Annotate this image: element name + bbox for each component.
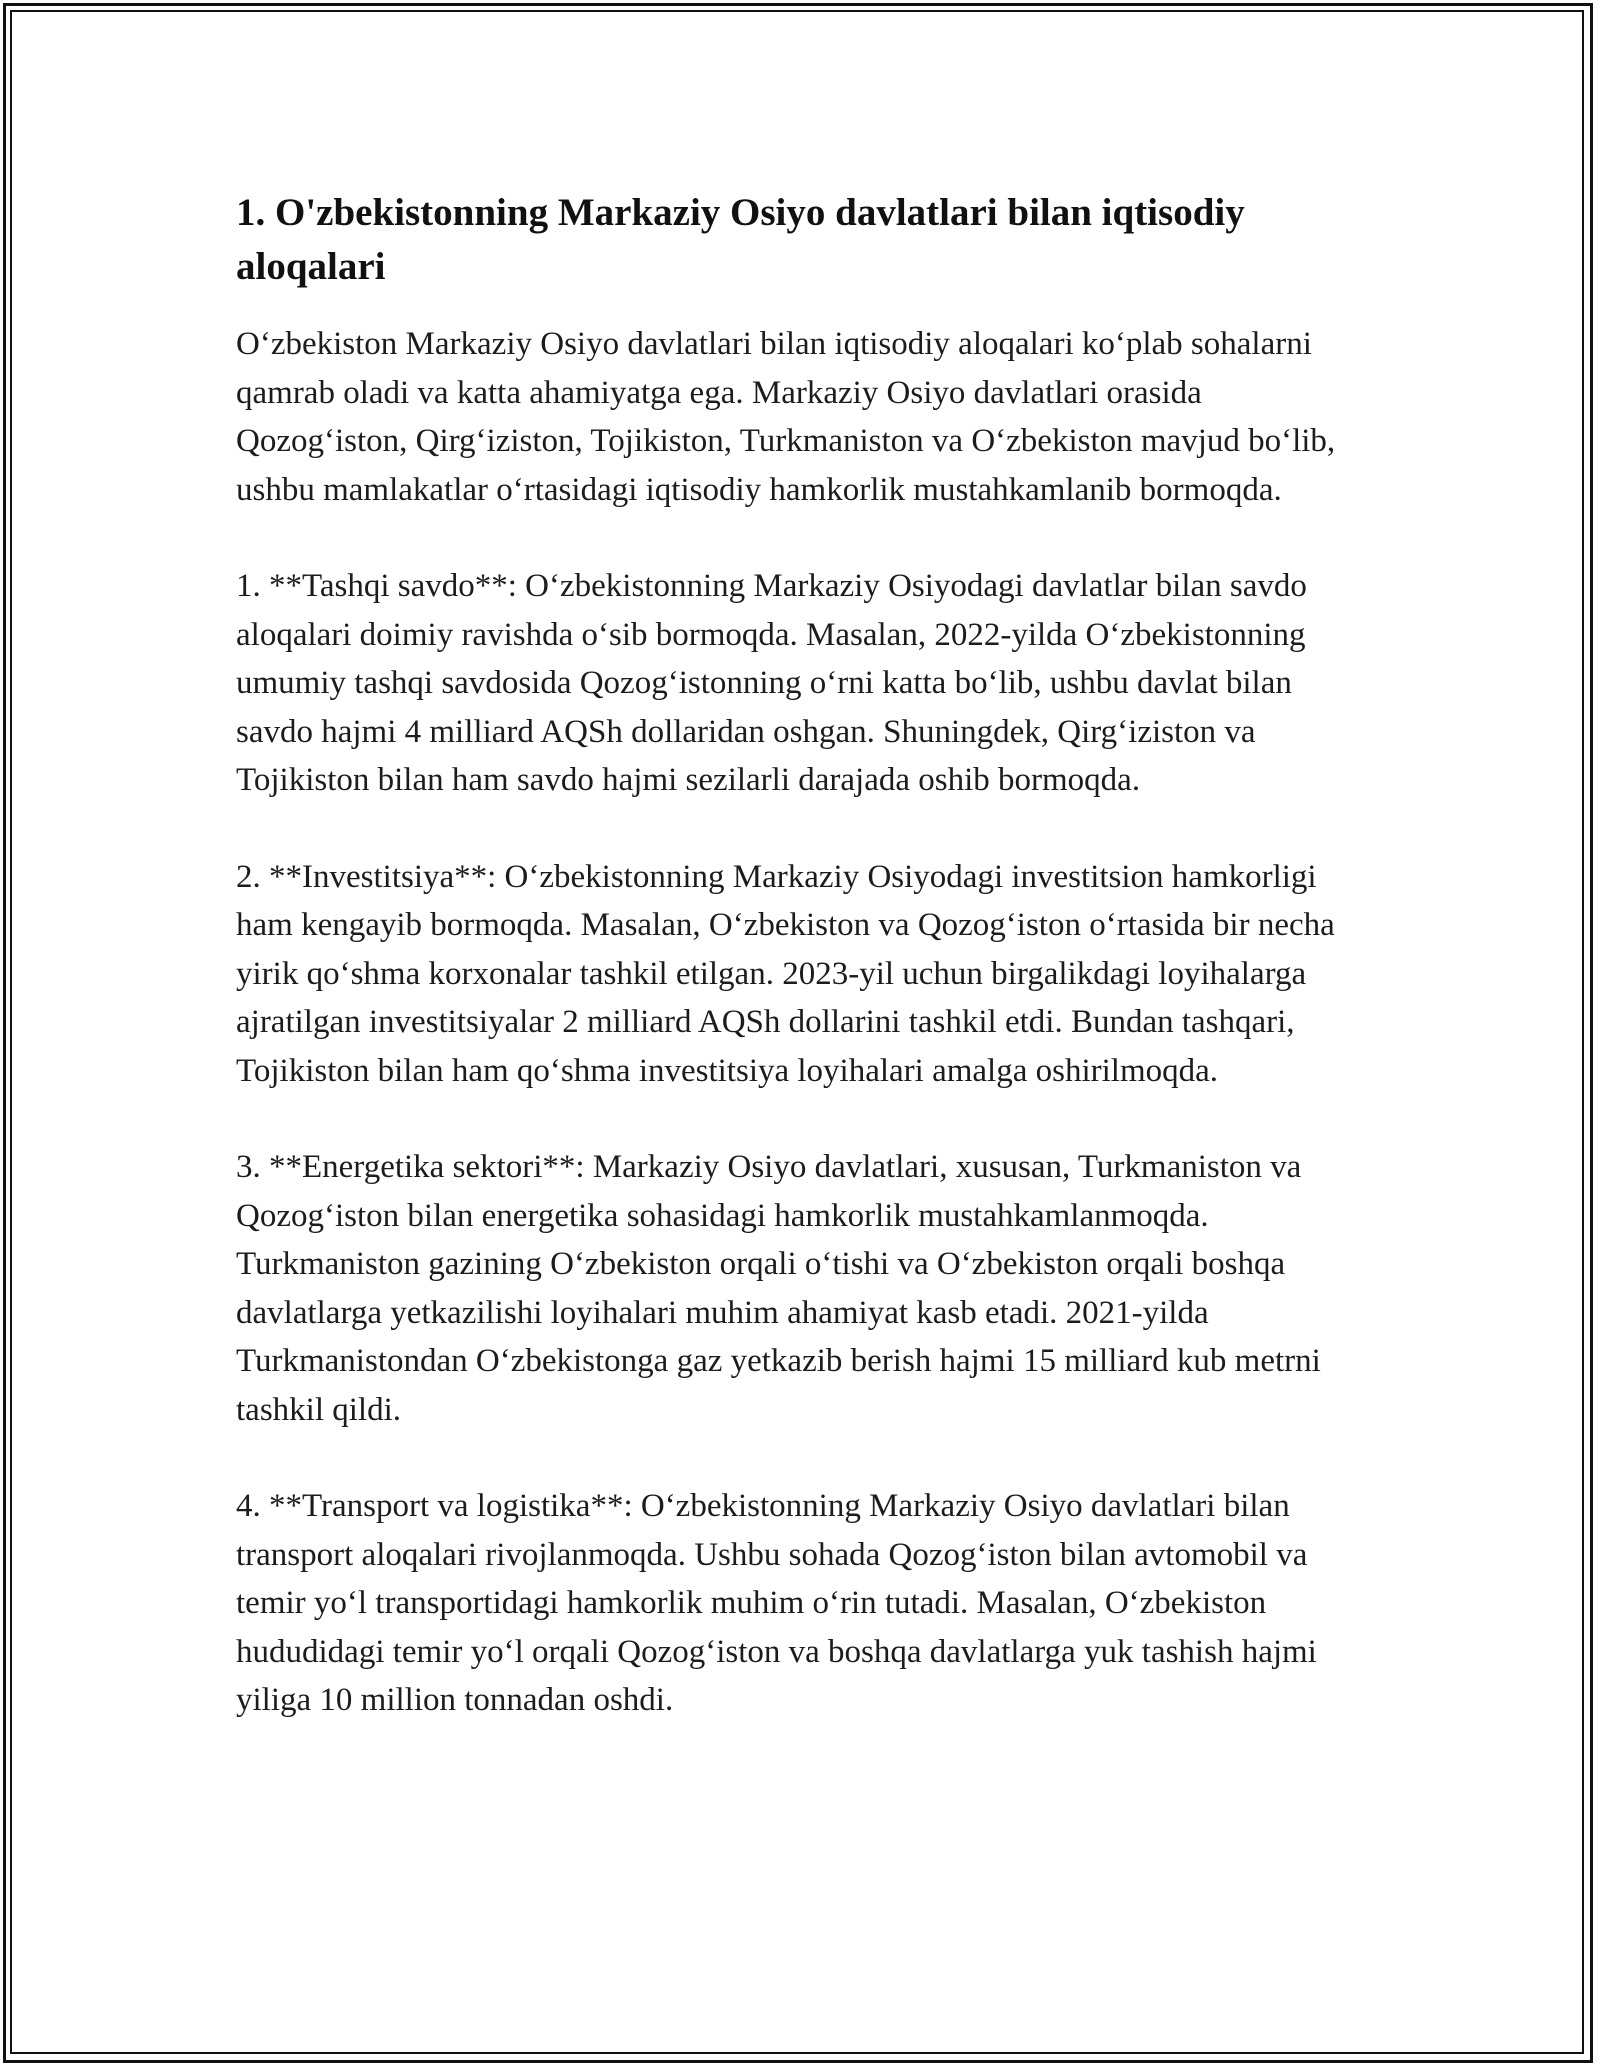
document-title: 1. O'zbekistonning Markaziy Osiyo davlatlari bilan iqtisodiy aloqalari (236, 191, 1245, 288)
paragraph-foreign-trade: 1. **Tashqi savdo**: O‘zbekistonning Markaziy Osiyodagi davlatlar bilan savdo aloqalari doimiy ravishda o‘sib bormoqda. Masalan, 2022-yilda O‘zbekistonning umumiy tashqi savdosida Qozog‘istonning o‘rni katta bo‘lib, ushbu davlat bilan savdo hajmi 4 milliard AQSh dollaridan oshgan. Shuningdek, Qirg‘iziston va Tojikiston bilan ham savdo hajmi sezilarli darajada oshib bormoqda. (236, 568, 1307, 798)
paragraph-transport-logistics: 4. **Transport va logistika**: O‘zbekistonning Markaziy Osiyo davlatlari bilan transport aloqalari rivojlanmoqda. Ushbu sohada Qozog‘iston bilan avtomobil va temir yo‘l transportidagi hamkorlik muhim o‘rin tutadi. Masalan, O‘zbekiston hududidagi temir yo‘l orqali Qozog‘iston va boshqa davlatlarga yuk tashish hajmi yiliga 10 million tonnadan oshdi. (236, 1488, 1317, 1718)
document-body (236, 186, 1368, 1773)
paragraph-energy-sector: 3. **Energetika sektori**: Markaziy Osiyo davlatlari, xususan, Turkmaniston va Qozog‘iston bilan energetika sohasidagi hamkorlik mustahkamlanmoqda. Turkmaniston gazining O‘zbekiston orqali o‘tishi va O‘zbekiston orqali boshqa davlatlarga yetkazilishi loyihalari muhim ahamiyat kasb etadi. 2021-yilda Turkmanistondan O‘zbekistonga gaz yetkazib berish hajmi 15 milliard kub metrni tashkil qildi. (236, 1149, 1321, 1428)
intro-paragraph: O‘zbekiston Markaziy Osiyo davlatlari bilan iqtisodiy aloqalari ko‘plab sohalarni qamrab oladi va katta ahamiyatga ega. Markaziy Osiyo davlatlari orasida Qozog‘iston, Qirg‘iziston, Tojikiston, Turkmaniston va O‘zbekiston mavjud bo‘lib, ushbu mamlakatlar o‘rtasidagi iqtisodiy hamkorlik mustahkamlanib bormoqda. (236, 326, 1336, 508)
paragraph-investment: 2. **Investitsiya**: O‘zbekistonning Markaziy Osiyodagi investitsion hamkorligi ham kengayib bormoqda. Masalan, O‘zbekiston va Qozog‘iston o‘rtasida bir necha yirik qo‘shma korxonalar tashkil etilgan. 2023-yil uchun birgalikdagi loyihalarga ajratilgan investitsiyalar 2 milliard AQSh dollarini tashkil etdi. Bundan tashqari, Tojikiston bilan ham qo‘shma investitsiya loyihalari amalga oshirilmoqda. (236, 858, 1335, 1089)
